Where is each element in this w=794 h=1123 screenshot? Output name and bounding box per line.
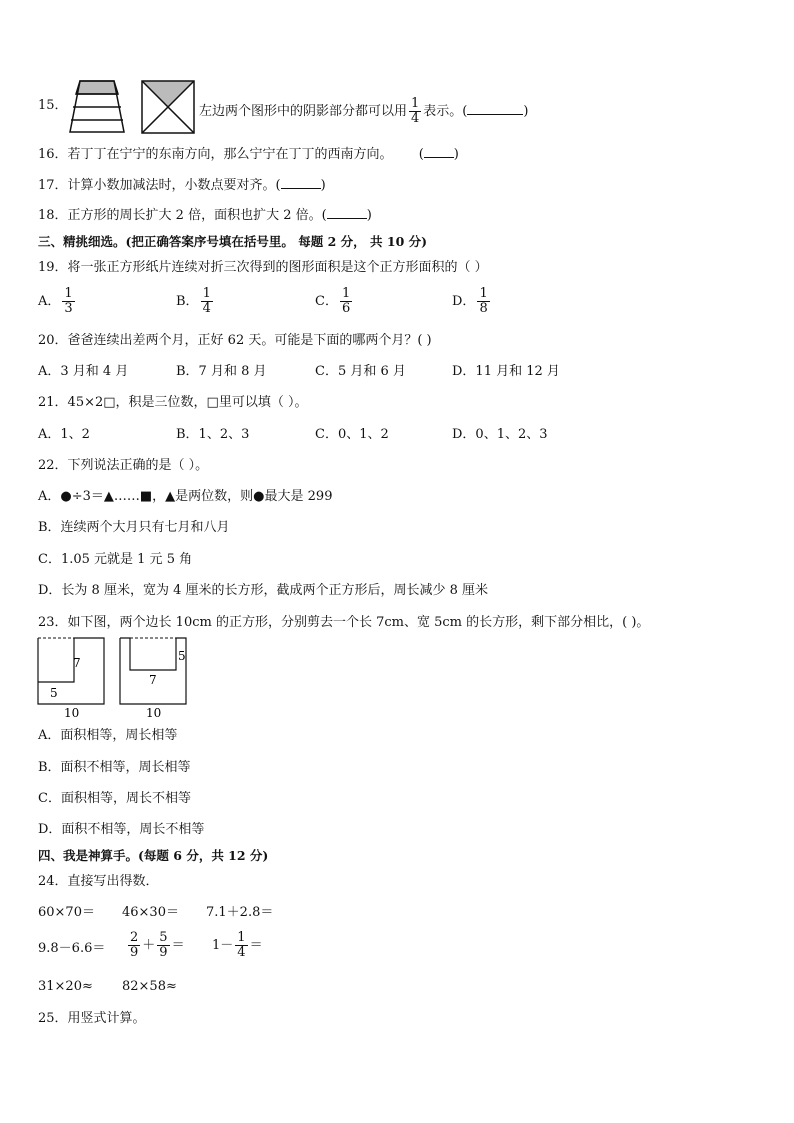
q21-text: 21．45×2□，积是三位数，□里可以填（ ）。 bbox=[38, 395, 308, 410]
fig1-label-top: 7 bbox=[73, 656, 81, 670]
q22-text: 22．下列说法正确的是（ ）。 bbox=[38, 458, 209, 473]
q21-option-a[interactable]: A．1、2 bbox=[38, 427, 90, 442]
q23-figure-1 bbox=[36, 636, 110, 720]
q18: 18．正方形的周长扩大 2 倍，面积也扩大 2 倍。( ) bbox=[38, 208, 372, 223]
q19-option-d[interactable]: D． $\frac{1}{8}$ bbox=[452, 286, 488, 316]
q22-option-b[interactable]: B．连续两个大月只有七月和八月 bbox=[38, 520, 230, 535]
square-diagonal-figure bbox=[141, 80, 195, 134]
q23-figure-2 bbox=[118, 636, 192, 720]
q18-answer-blank[interactable] bbox=[327, 218, 367, 219]
trapezoid-figure bbox=[68, 80, 126, 134]
q15-answer-blank[interactable] bbox=[467, 114, 523, 115]
q21-option-c[interactable]: C．0、1、2 bbox=[315, 427, 389, 442]
q20-option-c[interactable]: C．5 月和 6 月 bbox=[315, 364, 406, 379]
q20-option-d[interactable]: D．11 月和 12 月 bbox=[452, 364, 560, 379]
q22-option-a[interactable]: A．●÷3＝▲……■，▲是两位数，则●最大是 299 bbox=[38, 489, 333, 504]
q19-text: 19．将一张正方形纸片连续对折三次得到的图形面积是这个正方形面积的（ ） bbox=[38, 260, 488, 275]
q21-option-b[interactable]: B．1、2、3 bbox=[176, 427, 250, 442]
q21-option-d[interactable]: D．0、1、2、3 bbox=[452, 427, 548, 442]
q23-text: 23．如下图，两个边长 10cm 的正方形，分别剪去一个长 7cm、宽 5cm 的长方形，剩下部分相比，( )。 bbox=[38, 615, 650, 630]
fig1-label-bottom: 5 bbox=[50, 686, 58, 700]
q23-option-d[interactable]: D．面积不相等，周长不相等 bbox=[38, 822, 205, 837]
q15-text: 左边两个图形中的阴影部分都可以用 $\frac{1}{4}$ 表示。( ) bbox=[199, 96, 529, 126]
q24-item-7: 31×20≈ bbox=[38, 979, 93, 994]
fig1-label-side: 10 bbox=[64, 706, 80, 720]
q24-item-2: 46×30＝ bbox=[122, 905, 179, 920]
q24-item-3: 7.1＋2.8＝ bbox=[206, 905, 274, 920]
q24-text: 24．直接写出得数． bbox=[38, 874, 159, 889]
q23-option-b[interactable]: B．面积不相等，周长相等 bbox=[38, 760, 191, 775]
section-4-heading: 四、我是神算手。(每题 6 分，共 12 分) bbox=[38, 848, 269, 863]
q22-option-d[interactable]: D．长为 8 厘米，宽为 4 厘米的长方形，截成两个正方形后，周长减少 8 厘米 bbox=[38, 583, 489, 598]
q17: 17．计算小数加减法时，小数点要对齐。( ) bbox=[38, 178, 326, 193]
q20-option-b[interactable]: B．7 月和 8 月 bbox=[176, 364, 267, 379]
q19-option-a[interactable]: A． $\frac{1}{3}$ bbox=[38, 286, 73, 316]
q24-item-6: 1－ $\frac{1}{4}$ ＝ bbox=[212, 930, 263, 960]
q25-text: 25．用竖式计算。 bbox=[38, 1011, 146, 1026]
q20-text: 20．爸爸连续出差两个月，正好 62 天。可能是下面的哪两个月？( ) bbox=[38, 333, 432, 348]
fig2-label-bottom: 7 bbox=[149, 673, 157, 687]
q16-answer-blank[interactable] bbox=[424, 157, 454, 158]
q24-item-5: $\frac{2}{9}$ ＋ $\frac{5}{9}$ ＝ bbox=[130, 930, 185, 960]
q23-option-a[interactable]: A．面积相等，周长相等 bbox=[38, 728, 178, 743]
q19-option-b[interactable]: B． $\frac{1}{4}$ bbox=[176, 286, 211, 316]
q17-answer-blank[interactable] bbox=[281, 188, 321, 189]
fig2-label-top: 5 bbox=[178, 649, 186, 663]
q22-option-c[interactable]: C．1.05 元就是 1 元 5 角 bbox=[38, 552, 193, 567]
q24-item-8: 82×58≈ bbox=[122, 979, 177, 994]
q23-option-c[interactable]: C．面积相等，周长不相等 bbox=[38, 791, 191, 806]
fig2-label-side: 10 bbox=[146, 706, 162, 720]
q19-option-c[interactable]: C． $\frac{1}{6}$ bbox=[315, 286, 351, 316]
section-3-heading: 三、精挑细选。(把正确答案序号填在括号里。 每题 2 分， 共 10 分) bbox=[38, 234, 428, 249]
q24-item-4: 9.8－6.6＝ bbox=[38, 941, 106, 956]
q15-number: 15． bbox=[38, 98, 68, 113]
q20-option-a[interactable]: A．3 月和 4 月 bbox=[38, 364, 129, 379]
q16: 16．若丁丁在宁宁的东南方向，那么宁宁在丁丁的西南方向。 ( ) bbox=[38, 147, 459, 162]
q15-fraction: $\frac{1}{4}$ bbox=[411, 96, 420, 126]
q24-item-1: 60×70＝ bbox=[38, 905, 95, 920]
